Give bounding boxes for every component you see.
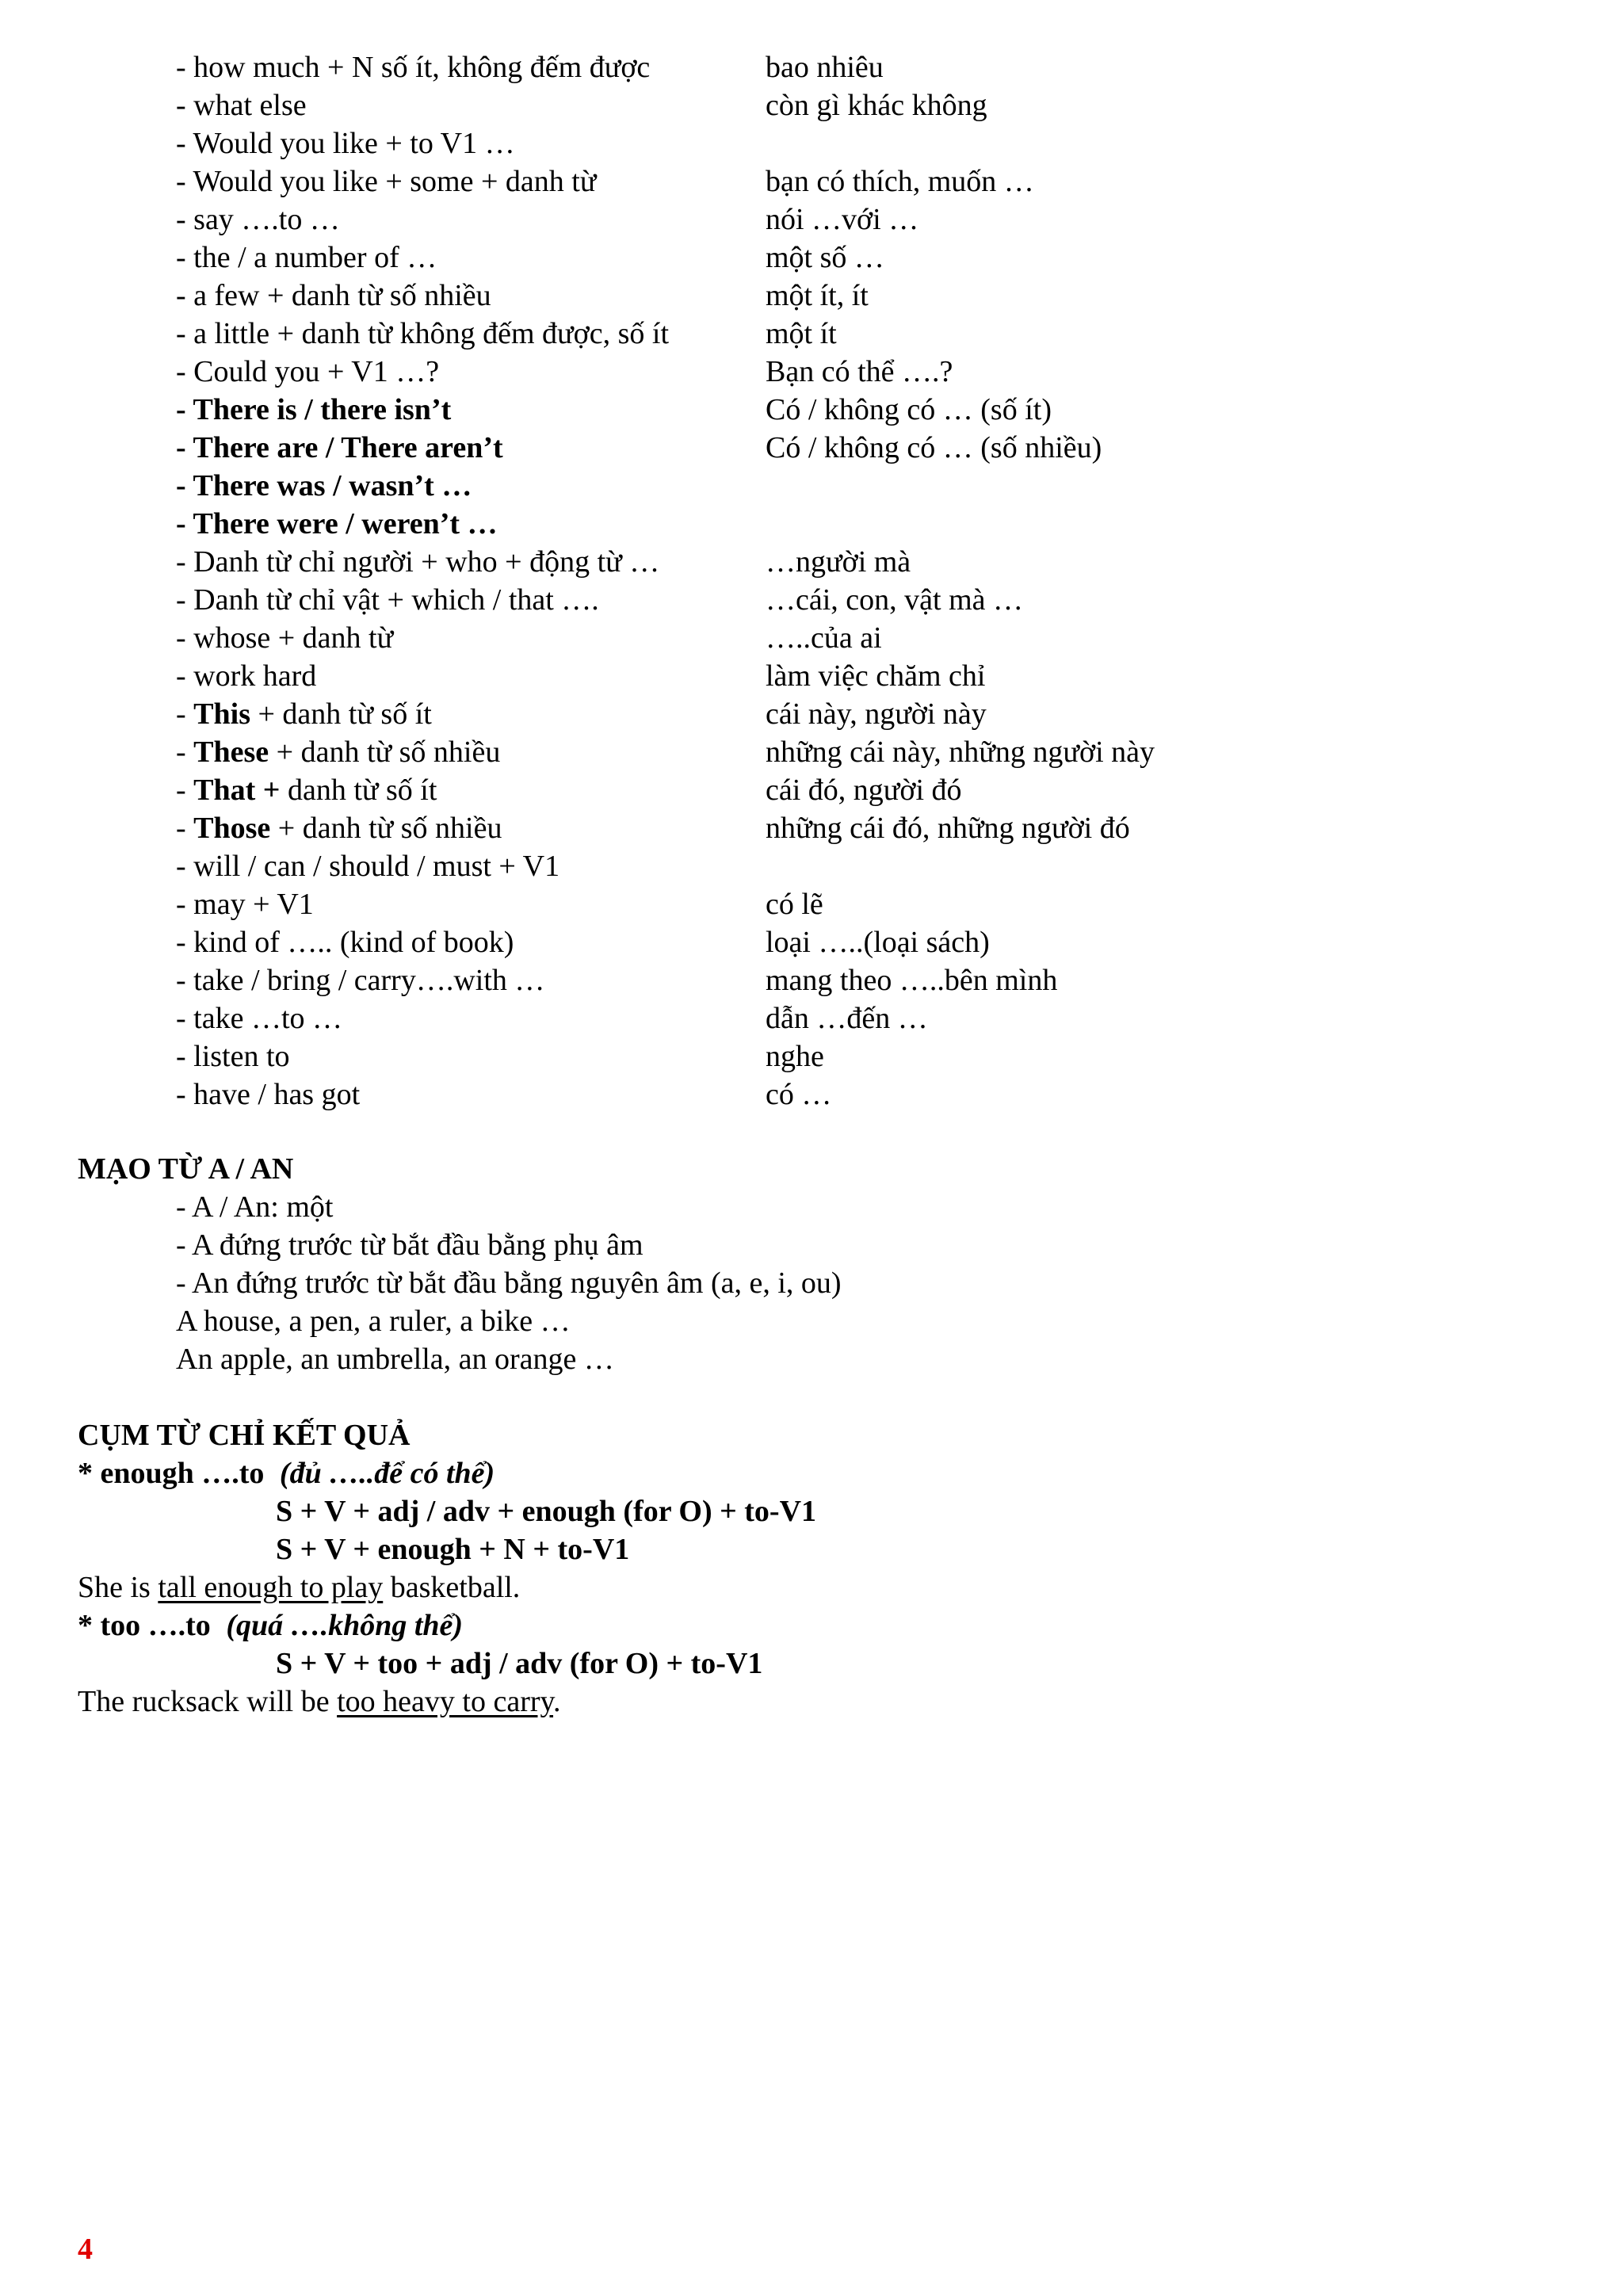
term-part: - Danh từ chỉ người + who + động từ … [176,545,660,579]
term-part: - take …to … [176,1002,343,1035]
term-part: - work hard [176,659,317,693]
term-part: - whose + danh từ [176,621,394,655]
phrase-row-meaning: những cái này, những người này [766,735,1155,769]
articles-line: - An đứng trước từ bắt đầu bằng nguyên âm (a, e, i, ou) [176,1266,842,1300]
phrase-row-term [176,201,340,239]
phrase-row-term [176,809,502,847]
phrase-row-meaning: Có / không có … (số ít) [766,393,1052,426]
phrase-row-term [176,961,544,999]
phrase-row-meaning: Bạn có thể ….? [766,355,953,388]
term-part: - There was / wasn’t … [176,469,472,502]
term-part: - [176,735,194,769]
phrase-row-meaning: có lẽ [766,888,823,921]
enough-label: * enough ….to [78,1457,265,1490]
articles-heading: MẠO TỪ A / AN [78,1152,294,1186]
phrase-row-term [176,999,342,1037]
term-part: - kind of ….. (kind of book) [176,926,514,959]
phrase-row-term [176,543,659,581]
term-part: danh từ số ít [280,774,437,807]
phrase-row-meaning: còn gì khác không [766,89,987,122]
phrase-row-term [176,771,437,809]
term-part: - a little + danh từ không đếm được, số ít [176,317,670,350]
phrase-row-term [176,86,307,124]
phrase-row-meaning: Có / không có … (số nhiều) [766,431,1102,464]
phrase-row-meaning: bạn có thích, muốn … [766,165,1034,198]
phrase-row-term [176,505,498,543]
page-number: 4 [78,2233,93,2266]
phrase-row-meaning: làm việc chăm chỉ [766,659,986,693]
phrase-row-term [176,619,393,657]
articles-example: An apple, an umbrella, an orange … [176,1343,614,1376]
term-part: That + [193,774,281,807]
articles-line: - A đứng trước từ bắt đầu bằng phụ âm [176,1228,643,1262]
term-part: + danh từ số nhiều [270,812,502,845]
term-part: - the / a number of … [176,241,437,274]
phrase-row-meaning: dẫn …đến … [766,1002,928,1035]
example-text: basketball. [383,1571,521,1604]
phrase-row-meaning: loại …..(loại sách) [766,926,990,959]
term-part: - say ….to … [176,203,340,236]
term-part: - will / can / should / must + V1 [176,850,560,883]
phrase-row-term [176,277,491,315]
term-part: - There is / there isn’t [176,393,452,426]
phrase-row-term [176,657,316,695]
phrase-row-meaning: …cái, con, vật mà … [766,583,1024,617]
enough-label-line [78,1454,495,1492]
term-part: - may + V1 [176,888,314,921]
example-text: . [553,1685,561,1718]
term-part: - have / has got [176,1078,361,1111]
term-part: Those [193,812,271,845]
too-label: * too ….to [78,1609,211,1642]
phrase-row-term [176,162,596,201]
term-part: - There were / weren’t … [176,507,498,541]
phrase-row-term [176,391,451,429]
phrase-row-meaning: một ít, ít [766,279,869,312]
term-part: + danh từ số ít [250,697,432,731]
term-part: + danh từ số nhiều [269,735,501,769]
result-heading: CỤM TỪ CHỈ KẾT QUẢ [78,1419,411,1452]
term-part: These [193,735,269,769]
phrase-row-meaning: bao nhiêu [766,51,884,84]
term-part: - [176,697,194,731]
articles-example: A house, a pen, a ruler, a bike … [176,1305,571,1338]
too-label-line [78,1606,463,1645]
enough-formula: S + V + adj / adv + enough (for O) + to-V1 [276,1495,817,1528]
enough-formula: S + V + enough + N + to-V1 [276,1533,630,1566]
phrase-row-meaning: một số … [766,241,884,274]
term-part: - what else [176,89,307,122]
phrase-row-meaning: …người mà [766,545,911,579]
term-part: - listen to [176,1040,290,1073]
term-part: - how much + N số ít, không đếm được [176,51,651,84]
term-part: - There are / There aren’t [176,431,503,464]
phrase-row-term [176,1037,290,1075]
phrase-row-term [176,1075,360,1114]
term-part: - take / bring / carry….with … [176,964,545,997]
phrase-row-meaning: nói …với … [766,203,919,236]
phrase-row-meaning: có … [766,1078,832,1111]
enough-example [78,1568,520,1606]
phrase-row-term [176,48,650,86]
too-meaning: (quá ….không thể) [226,1609,464,1642]
phrase-row-term [176,315,669,353]
example-text: The rucksack will be [78,1685,338,1718]
phrase-row-meaning: cái này, người này [766,697,987,731]
too-example [78,1683,561,1721]
too-formula: S + V + too + adj / adv (for O) + to-V1 [276,1647,763,1680]
example-text: She is [78,1571,158,1604]
term-part: - Could you + V1 …? [176,355,440,388]
phrase-row-meaning: nghe [766,1040,824,1073]
phrase-row-term [176,847,559,885]
phrase-row-term [176,581,599,619]
phrase-row-meaning: cái đó, người đó [766,774,962,807]
phrase-row-meaning: một ít [766,317,837,350]
phrase-row-term [176,885,314,923]
phrase-row-term [176,923,514,961]
phrase-row-term [176,124,515,162]
term-part: - [176,774,194,807]
phrase-row-meaning: những cái đó, những người đó [766,812,1130,845]
phrase-row-meaning: …..của ai [766,621,882,655]
term-part: - Danh từ chỉ vật + which / that …. [176,583,599,617]
term-part: This [193,697,250,731]
phrase-row-meaning: mang theo …..bên mình [766,964,1058,997]
articles-line: - A / An: một [176,1190,334,1224]
phrase-row-term [176,733,500,771]
phrase-row-term [176,695,432,733]
phrase-row-term [176,353,439,391]
example-underlined: tall enough to play [158,1571,384,1604]
term-part: - Would you like + some + danh từ [176,165,597,198]
term-part: - [176,812,194,845]
phrase-row-term [176,239,437,277]
term-part: - Would you like + to V1 … [176,127,515,160]
enough-meaning: (đủ …..để có thể) [279,1457,495,1490]
example-underlined: too heavy to carry [337,1685,554,1718]
phrase-row-term [176,467,472,505]
phrase-row-term [176,429,503,467]
term-part: - a few + danh từ số nhiều [176,279,491,312]
